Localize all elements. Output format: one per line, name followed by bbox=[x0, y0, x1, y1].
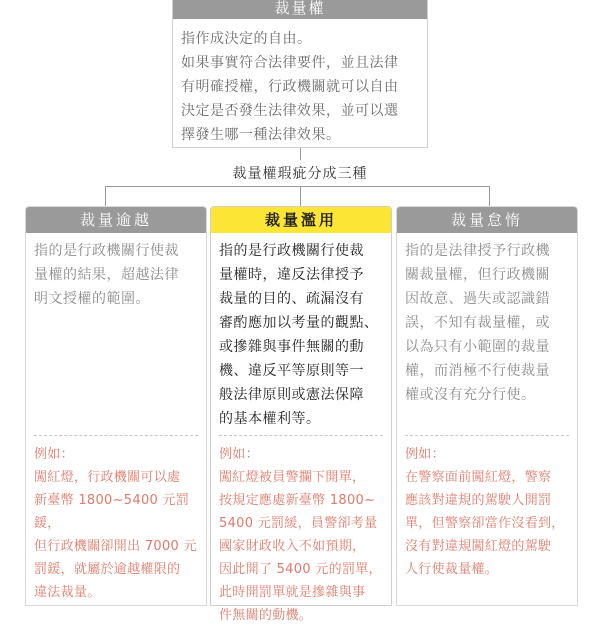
branch-line bbox=[105, 186, 489, 187]
description-line: 指的是行政機關行使裁 bbox=[219, 243, 364, 259]
example-line: 違法裁量。 bbox=[34, 585, 101, 600]
column-title: 裁量濫用 bbox=[211, 207, 391, 233]
example-line: 此時開罰單就是摻雜與事 bbox=[219, 585, 366, 600]
column-overreach bbox=[25, 206, 207, 606]
definition-box bbox=[172, 0, 428, 148]
definition-line: 指作成決定的自由。 bbox=[181, 31, 312, 47]
description-line: 因故意、過失或認識錯 bbox=[405, 291, 550, 307]
example-block bbox=[219, 443, 385, 627]
example-line: 罰鍰，就屬於逾越權限的 bbox=[34, 562, 181, 577]
example-line: 在警察面前闖紅燈，警察 bbox=[405, 470, 552, 485]
category-label: 裁量權瑕疵分成三種 bbox=[232, 166, 368, 182]
definition-text bbox=[173, 19, 427, 147]
column-description bbox=[211, 233, 391, 431]
description-line: 機、違反平等原則等一 bbox=[219, 363, 364, 379]
description-line: 關裁量權，但行政機關 bbox=[405, 267, 550, 283]
description-line: 般法律原則或憲法保障 bbox=[219, 387, 364, 403]
definition-line: 決定是否發生法律效果，並可以選 bbox=[181, 103, 399, 119]
connector-line bbox=[300, 148, 301, 160]
example-line: 闖紅燈被員警攔下開單， bbox=[219, 470, 366, 485]
example-line: 件無關的動機。 bbox=[219, 608, 313, 623]
description-line: 審酌應加以考量的觀點、 bbox=[219, 315, 379, 331]
divider bbox=[34, 435, 198, 436]
column-title: 裁量怠惰 bbox=[397, 207, 577, 233]
definition-line: 有明確授權，行政機關就可以自由 bbox=[181, 79, 399, 95]
description-line: 的基本權利等。 bbox=[219, 411, 321, 427]
divider bbox=[219, 435, 383, 436]
column-description bbox=[397, 233, 577, 407]
definition-title: 裁量權 bbox=[173, 0, 427, 19]
definition-line: 如果事實符合法律要件，並且法律 bbox=[181, 55, 399, 71]
description-line: 量權的結果，超越法律 bbox=[34, 267, 179, 283]
definition-line: 擇發生哪一種法律效果。 bbox=[181, 127, 341, 143]
example-line: 新臺幣 1800~5400 元罰鍰， bbox=[34, 493, 190, 531]
description-line: 量權時，違反法律授予 bbox=[219, 267, 364, 283]
example-label: 例如： bbox=[219, 447, 259, 462]
example-line: 應該對違規的駕駛人開罰 bbox=[405, 493, 552, 508]
branch-connector bbox=[300, 186, 301, 206]
divider bbox=[405, 435, 569, 436]
description-line: 裁量的目的、疏漏沒有 bbox=[219, 291, 364, 307]
example-label: 例如： bbox=[34, 447, 74, 462]
description-line: 指的是法律授予行政機 bbox=[405, 243, 550, 259]
description-line: 誤，不知有裁量權，或 bbox=[405, 315, 550, 331]
description-line: 或摻雜與事件無關的動 bbox=[219, 339, 364, 355]
example-block bbox=[34, 443, 200, 604]
description-line: 指的是行政機關行使裁 bbox=[34, 243, 179, 259]
example-line: 國家財政收入不如預期， bbox=[219, 539, 366, 554]
column-title: 裁量逾越 bbox=[26, 207, 206, 233]
branch-connector bbox=[489, 186, 490, 206]
example-block bbox=[405, 443, 571, 581]
example-line: 但行政機關卻開出 7000 元 bbox=[34, 539, 197, 554]
example-line: 人行使裁量權。 bbox=[405, 562, 499, 577]
example-line: 沒有對違規闖紅燈的駕駛 bbox=[405, 539, 552, 554]
description-line: 以為只有小範圍的裁量 bbox=[405, 339, 550, 355]
example-line: 闖紅燈，行政機關可以處 bbox=[34, 470, 181, 485]
description-line: 權或沒有充分行使。 bbox=[405, 387, 536, 403]
description-line: 權，而消極不行使裁量 bbox=[405, 363, 550, 379]
column-abuse bbox=[210, 206, 392, 623]
description-line: 明文授權的範圍。 bbox=[34, 291, 150, 307]
example-line: 按規定應處新臺幣 1800~ bbox=[219, 493, 376, 508]
column-negligence bbox=[396, 206, 578, 606]
example-line: 因此開了 5400 元的罰單， bbox=[219, 562, 382, 577]
branch-connector bbox=[105, 186, 106, 206]
example-line: 5400 元罰緩，員警卻考量 bbox=[219, 516, 378, 531]
example-label: 例如： bbox=[405, 447, 445, 462]
example-line: 單，但警察卻當作沒看到， bbox=[405, 516, 565, 531]
column-description bbox=[26, 233, 206, 311]
